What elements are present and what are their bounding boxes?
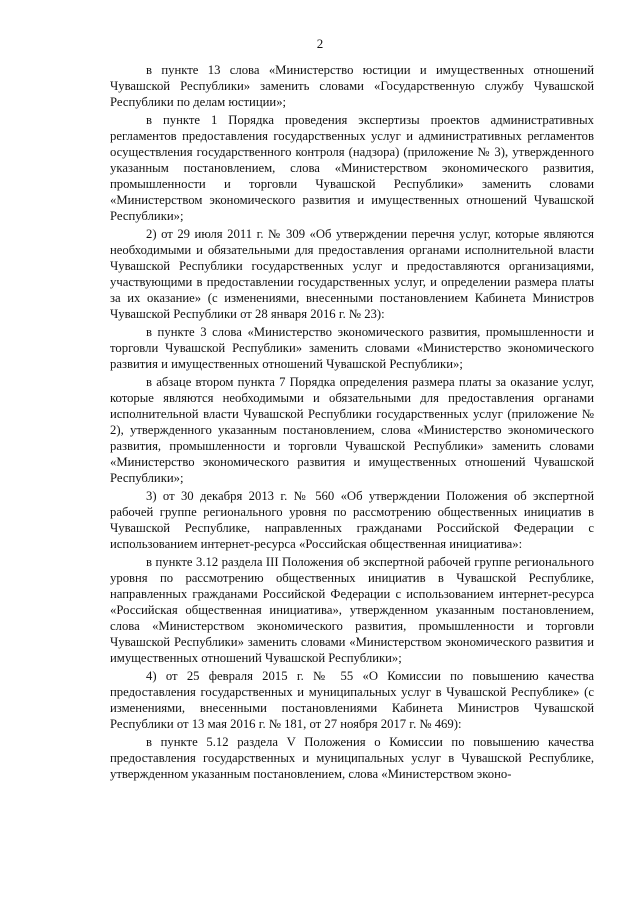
paragraph: в пункте 13 слова «Министерство юстиции и имущественных отношений Чувашской Республики» заменить словами «Государственную службу Чувашской Республики по делам юстиции»; — [110, 63, 594, 109]
paragraph: в абзаце втором пункта 7 Порядка определения размера платы за оказание услуг, которые являются необходимыми и обязательными для предоставления органами исполнительной власти Чувашской Республики государственных услуг (приложение № 2), утвержденного указанным постановлением, слова «Министерство экономического развития, промышленности и торговли Чувашской Республики» заменить словами «Министерство экономического развития и имущественных отношений Чувашской Республики»; — [110, 375, 594, 485]
paragraph: 3) от 30 декабря 2013 г. № 560 «Об утверждении Положения об экспертной рабочей группе регионального уровня по рассмотрению общественных инициатив в Чувашской Республике, направленных гражданами Российской Федерации с использованием интернет-ресурса «Российская общественная инициатива»: — [110, 489, 594, 551]
document-body — [110, 62, 594, 782]
page-number: 2 — [316, 36, 324, 51]
paragraph: в пункте 5.12 раздела V Положения о Комиссии по повышению качества предоставления государственных и муниципальных услуг в Чувашской Республике, утвержденном указанным постановлением, слова «Министерством эконо- — [110, 735, 594, 781]
paragraph: в пункте 3.12 раздела III Положения об экспертной рабочей группе регионального уровня по рассмотрению общественных инициатив в Чувашской Республике, направленных гражданами Российской Федерации с использованием интернет-ресурса «Российская общественная инициатива», утвержденном указанным постановлением, слова «Министерством экономического развития, промышленности и торговли Чувашской Республики» заменить словами «Министерством экономического развития и имущественных отношений Чувашской Республики»; — [110, 555, 594, 665]
paragraph: в пункте 3 слова «Министерство экономического развития, промышленности и торговли Чувашской Республики» заменить словами «Министерство экономического развития и имущественных отношений Чувашской Республики»; — [110, 325, 594, 371]
paragraph: 2) от 29 июля 2011 г. № 309 «Об утверждении перечня услуг, которые являются необходимыми и обязательными для предоставления органами исполнительной власти Чувашской Республики государственных услуг и предоставляются организациями, участвующими в предоставлении государственных услуг, и определении размера платы за их оказание» (с изменениями, внесенными постановлением Кабинета Министров Чувашской Республики от 28 января 2016 г. № 23): — [110, 227, 594, 321]
paragraph: в пункте 1 Порядка проведения экспертизы проектов административных регламентов предоставления государственных услуг и административных регламентов осуществления государственного контроля (надзора) (приложение № 3), утвержденного указанным постановлением, слова «Министерством экономического развития, промышленности и торговли Чувашской Республики» заменить словами «Министерством экономического развития и имущественных отношений Чувашской Республики»; — [110, 113, 594, 223]
paragraph: 4) от 25 февраля 2015 г. № 55 «О Комиссии по повышению качества предоставления государственных и муниципальных услуг в Чувашской Республике» (с изменениями, внесенными постановлениями Кабинета Министров Чувашской Республики от 13 мая 2016 г. № 181, от 27 ноября 2017 г. № 469): — [110, 669, 594, 731]
